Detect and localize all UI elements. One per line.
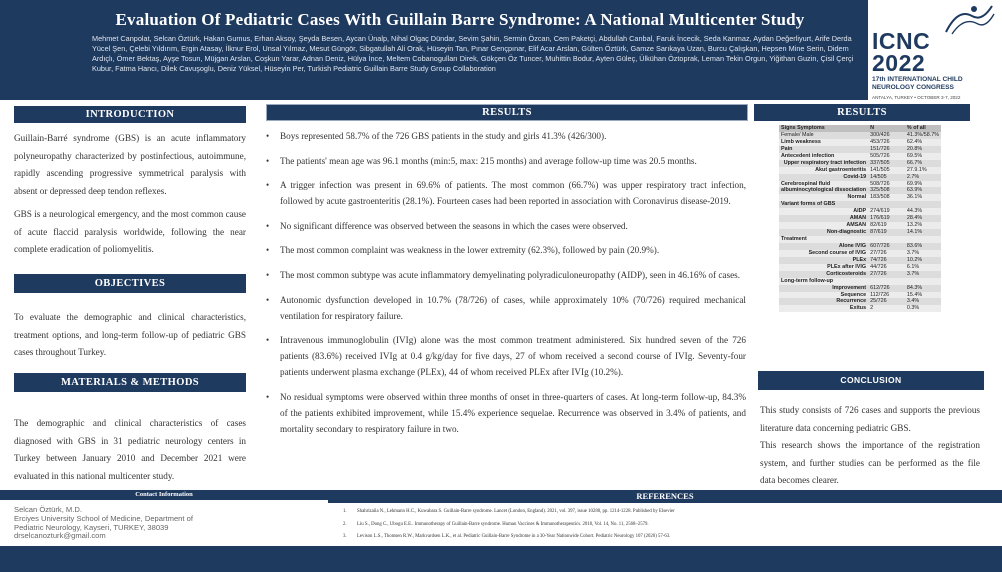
result-item [266,177,746,209]
table-row [779,298,941,305]
table-cell-label: Long-term follow-up [779,278,868,285]
table-cell-n: 607/726 [868,243,905,250]
table-cell-label: Corticosteroids [779,271,868,278]
table-cell-label: Limb weakness [779,139,868,146]
table-cell-n: 87/619 [868,229,905,236]
results-table [779,125,941,312]
table-cell-percent: 13.2% [905,222,941,229]
bullet-icon: • [266,245,270,256]
table-row [779,305,941,312]
table-cell-label: PLEx [779,257,868,264]
table-cell-label: Normal [779,194,868,201]
reference-item [343,521,983,534]
table-cell-n: 176/619 [868,215,905,222]
table-cell-label: Non-diagnostic [779,229,868,236]
conclusion-heading [758,371,984,390]
table-cell-label: Covid-19 [779,174,868,181]
contact-name: Selcan Öztürk, M.D. [14,505,82,514]
author-list: Mehmet Canpolat, Selcan Öztürk, Hakan Gumus, Erhan Aksoy, Şeyda Besen, Aycan Ünalp, Nihal Olgaç Dündar, Sevim Şahin, Sermin Özcan, Cem Paketçi, Abdullah Canbal, Faruk İncecik, Seda Kanmaz, Aydan Değerliyurt, Arife Derda Yücel Şen, Çelebi Yıldırım, Ergin Atasay, İlknur Erol, Unsal Yılmaz, Mesut Güngör, Sibgatullah Ali Orak, Hüseyin Tan, Pınar Gençpınar, Elif Acar Arslan, Gülten Öztürk, Gamze Sarıkaya Uzan, Burcu Çalışkan, Hepsen Mine Serin, Didem Ardıçlı, Ömer Bektaş, Ayşe Tosun, Müjgan Arslan, Coşkun Yarar, Adnan Deniz, Hülya İnce, Meltem Cobanogulları Direk, Gökçen Öz Tuncer, Muhittin Bodur, Ayten Güleç, Ülkühan Öztoprak, Leman Tekin Orgun, Yiğithan Guzin, Çisil Çerçi Kubur, Fatma Hancı, Dilek Cavuşoglu, Deniz Yüksel, Hüseyin Per, Turkish Pediatric Guillain Barre Study Group Collaboration [92,34,854,74]
table-cell-percent: 28.4% [905,215,941,222]
bullet-icon: • [266,269,270,280]
result-item [266,218,746,234]
table-cell-percent: 63.9% [905,187,941,194]
table-cell-label: Treatment [779,236,868,243]
table-cell-label: Cerebrospinal fluid [779,181,868,188]
bullet-icon: • [266,180,270,191]
table-cell-percent: 84.3% [905,285,941,292]
table-row [779,194,941,201]
table-row [779,278,941,285]
logo-line-1: 17th INTERNATIONAL CHILD [872,76,963,83]
objectives-paragraph: To evaluate the demographic and clinical characteristics, treatment options, and long-term follow-up of pediatric GBS cases throughout Turkey. [14,312,246,357]
table-row [779,146,941,153]
table-row [779,201,941,208]
table-cell-percent: 3.4% [905,298,941,305]
table-cell-percent: 44.3% [905,208,941,215]
bullet-icon: • [266,391,270,402]
table-cell-percent: 15.4% [905,292,941,299]
table-cell-n: 141/505 [868,167,905,174]
header-main [0,0,868,100]
result-item-text: Autonomic dysfunction developed in 10.7% (78/726) of cases, while approximately 10% (70/726) required mechanical ventilation for respiratory failure. [280,294,746,321]
table-cell-percent: 0.3% [905,305,941,312]
result-item-text: The patients' mean age was 96.1 months (min:5, max: 215 months) and average follow-up time was 20.5 months. [280,155,697,166]
bullet-icon: • [266,155,270,166]
result-item-text: No significant difference was observed between the seasons in which the cases were observed. [280,220,628,231]
contact-email[interactable]: drselcanozturk@gmail.com [14,531,106,541]
methods-paragraph: The demographic and clinical characteristics of cases diagnosed with GBS in 31 pediatric neurology centers in Turkey between January 2010 and December 2021 were evaluated in this national multicenter study. [14,418,246,481]
conclusion-text [760,402,980,490]
column-header: N [868,125,905,132]
dancer-icon [938,2,998,38]
table-row [779,181,941,188]
bullet-icon: • [266,294,270,305]
table-cell-n: 183/508 [868,194,905,201]
table-row [779,264,941,271]
reference-item [343,533,983,546]
logo-wordmark-line1: ICNC [872,28,931,54]
table-row [779,236,941,243]
table-cell-label: Akut gastroenteritis [779,167,868,174]
references-list [343,508,983,546]
table-row [779,222,941,229]
conclusion-heading-text: CONCLUSION [840,375,902,385]
table-cell-label: albuminocytological dissociation [781,187,867,194]
table-cell-n: 508/726 [868,181,905,188]
table-cell-label: Upper respiratory tract infection [779,160,868,167]
table-row [779,215,941,222]
table-cell-n [868,201,905,208]
table-cell-n [868,236,905,243]
result-item-text: Boys represented 58.7% of the 726 GBS patients in the study and girls 41.3% (426/300). [280,131,607,141]
table-cell-percent: 3.7% [905,250,941,257]
table-row [779,167,941,174]
column-header: % of all [905,125,941,132]
conclusion-paragraph-2: This research shows the importance of the registration system, and further studies can be performed as the file data becomes clearer. [760,440,980,485]
table-row [779,139,941,146]
table-row [779,285,941,292]
result-item-text: Intravenous immunoglobulin (IVIg) alone was the most common treatment administered. Six hundred seven of the 726 patients (83.6%) received IVIg at 0.4 g/kg/day for five days, 27 of whom received a second course of IVIg. Seventy-four patients underwent plasma exchange (PLEx), 44 of whom received PLEx after IVIg (10.2%). [280,335,746,378]
results-heading [266,104,748,121]
results-table-heading [754,104,970,121]
introduction-heading [14,106,246,123]
result-item [266,153,746,169]
table-cell-percent [905,278,941,285]
methods-heading [14,373,246,392]
table-cell-label: Second course of IVIG [779,250,868,257]
table-cell-n: 612/726 [868,285,905,292]
introduction-paragraph-1: Guillain-Barré syndrome (GBS) is an acute inflammatory polyneuropathy characterized by postinfectious, autoimmune, rapidly ascending progressive symmetrical paralysis with absent or depressed deep tendon reflexes. [14,133,246,196]
conclusion-paragraph-1: This study consists of 726 cases and supports the previous literature data concerning pediatric GBS. [760,405,980,433]
result-item-text: The most common complaint was weakness in the lower extremity (62.3%), followed by pain (20.9%). [280,245,660,256]
table-cell-label: Pain [779,146,868,153]
results-table-body [779,125,941,312]
contact-address: Pediatric Neurology, Kayseri, TURKEY, 38039 [14,522,169,532]
table-cell-percent: 14.1% [905,229,941,236]
table-cell-percent: 36.1% [905,194,941,201]
table-cell-n: 44/726 [868,264,905,271]
logo-wordmark-line2: 2022 [872,50,926,76]
objectives-heading-text: OBJECTIVES [94,278,166,289]
result-item-text: A trigger infection was present in 69.6% of patients. The most common (66.7%) was upper respiratory tract infection, followed by acute gastroenteritis (28.1%). Fourteen cases had been reported in association with Coronavirus disease-2019. [280,180,746,207]
table-cell-n: 337/505 [868,160,905,167]
introduction-paragraph-2: GBS is a neurological emergency, and the most common cause of acute flaccid paralysis worldwide, following the near complete eradication of poliomyelitis. [14,209,246,254]
table-cell-n: 27/726 [868,271,905,278]
table-row [779,250,941,257]
bullet-icon: • [266,220,270,231]
table-cell-percent: 20.8% [905,146,941,153]
table-cell-label: AMAN [779,215,868,222]
table-row [779,208,941,215]
table-row [779,271,941,278]
table-cell-label: Female/ Male [779,132,868,139]
result-item [266,242,746,258]
table-cell-percent: 6.1% [905,264,941,271]
table-cell-label: Variant forms of GBS [779,201,868,208]
reference-item [343,508,983,521]
table-cell-label: Recurrence [779,298,868,305]
result-item-text: The most common subtype was acute inflammatory demyelinating polyradiculoneuropathy (AIDP), seen in 46.16% of cases. [280,269,741,280]
introduction-heading-text: INTRODUCTION [85,109,175,120]
table-cell-n: 300/426 [868,132,905,139]
table-cell-n: 112/726 [868,292,905,299]
table-cell-percent: 62.4% [905,139,941,146]
table-cell-label: Improvement [779,285,868,292]
table-cell-n: 14/505 [868,174,905,181]
results-heading-text: RESULTS [482,107,532,118]
table-row [779,229,941,236]
table-cell-n: 2 [868,305,905,312]
results-list [266,128,746,445]
table-cell-label: AMSAN [779,222,868,229]
table-row [779,257,941,264]
result-item [266,332,746,380]
table-cell-n: 82/619 [868,222,905,229]
table-header-row [779,125,941,132]
contact-info [14,506,193,541]
contact-affiliation: Erciyes University School of Medicine, Department of [14,513,193,523]
table-row [779,153,941,160]
table-row [779,243,941,250]
bullet-icon: • [266,335,270,346]
results-table-heading-text: RESULTS [837,107,887,118]
table-cell-percent: 83.6% [905,243,941,250]
table-row [779,187,941,194]
table-cell-label: Exitus [779,305,868,312]
table-cell-label: Alone IVIG [779,243,868,250]
table-cell-n: 27/726 [868,250,905,257]
table-cell-percent: 10.2% [905,257,941,264]
table-cell-percent: 41.3%/58.7% [906,131,939,138]
table-cell-percent: 66.7% [905,160,941,167]
result-item-text: No residual symptoms were observed within three months of onset in three-quarters of cases. At long-term follow-up, 84.3% of the patients exhibited improvement, while 15.4% experience sequelae. Recurrence was observed in 3.4% of patients, and mortality secondary to respiratory failure in two. [280,391,746,434]
references-heading: REFERENCES [328,490,1002,503]
table-cell-label: AIDP [779,208,868,215]
reference-number: 3. [343,534,347,539]
table-cell-n: 505/726 [868,153,905,160]
reference-number: 2. [343,521,347,527]
table-cell-percent: 2.7% [905,174,941,181]
congress-logo [868,0,1002,100]
reference-text: Liu S., Dong C., Ubogu E.E.. Immunotherapy of Guillain-Barre syndrome. Human Vaccines & Immunotherapeutics. 2018, Vol. 14, No. 11, 2568–2579. [357,521,649,527]
logo-subline: ANTALYA, TURKEY • OCTOBER 3-7, 2022 [872,95,961,100]
table-cell-n: 74/726 [868,257,905,264]
table-cell-n: 151/726 [868,146,905,153]
table-cell-n: 325/508 [868,187,905,194]
table-row [779,160,941,167]
logo-wordmark [872,30,930,74]
table-cell-percent [905,201,941,208]
result-item [266,292,746,324]
poster-header [0,0,1002,100]
reference-text: Levison L.S., Thomsen R.W., Markvardsen L.K., et al. Pediatric Guillain-Barre Syndrome in a 30-Year Nationwide Cohort. Pediatric Neurology 107 (2020) 57-63. [357,534,671,539]
table-cell-n: 25/726 [868,298,905,305]
objectives-heading [14,274,246,293]
result-item [266,267,746,283]
table-row [779,292,941,299]
table-cell-percent: 69.9% [905,181,941,188]
table-cell-label: Antecedent infection [779,153,868,160]
table-cell-n: 453/726 [868,139,905,146]
reference-text: Shahrizaila N., Lehmann H.C., Kuwabara S. Guillain-Barre syndrome. Lancet (London, England). 2021, vol. 397, issue 10280, pp. 1214-1228. Published by Elsevier [357,509,675,514]
contact-heading: Contact Information [0,490,328,500]
table-cell-percent: 27.9.1% [905,167,941,174]
methods-heading-text: MATERIALS & METHODS [60,377,200,388]
table-cell-percent [905,236,941,243]
table-cell-n: 274/619 [868,208,905,215]
table-row [779,174,941,181]
table-cell-percent: 3.7% [905,271,941,278]
logo-line-2: NEUROLOGY CONGRESS [872,84,954,91]
table-cell-n [868,278,905,285]
result-item [266,128,746,144]
table-cell-percent: 69.5% [905,153,941,160]
table-cell-label: Sequence [779,292,868,299]
poster-title: Evaluation Of Pediatric Cases With Guillain Barre Syndrome: A National Multicenter Study [115,10,805,29]
result-item [266,389,746,437]
column-header: Signs Symptoms [779,125,868,132]
reference-number: 1. [343,509,347,514]
table-cell-label: PLEx after IVIG [779,264,868,271]
table-row [779,132,941,139]
bottom-bar [0,546,1002,572]
bullet-icon: • [266,131,270,141]
